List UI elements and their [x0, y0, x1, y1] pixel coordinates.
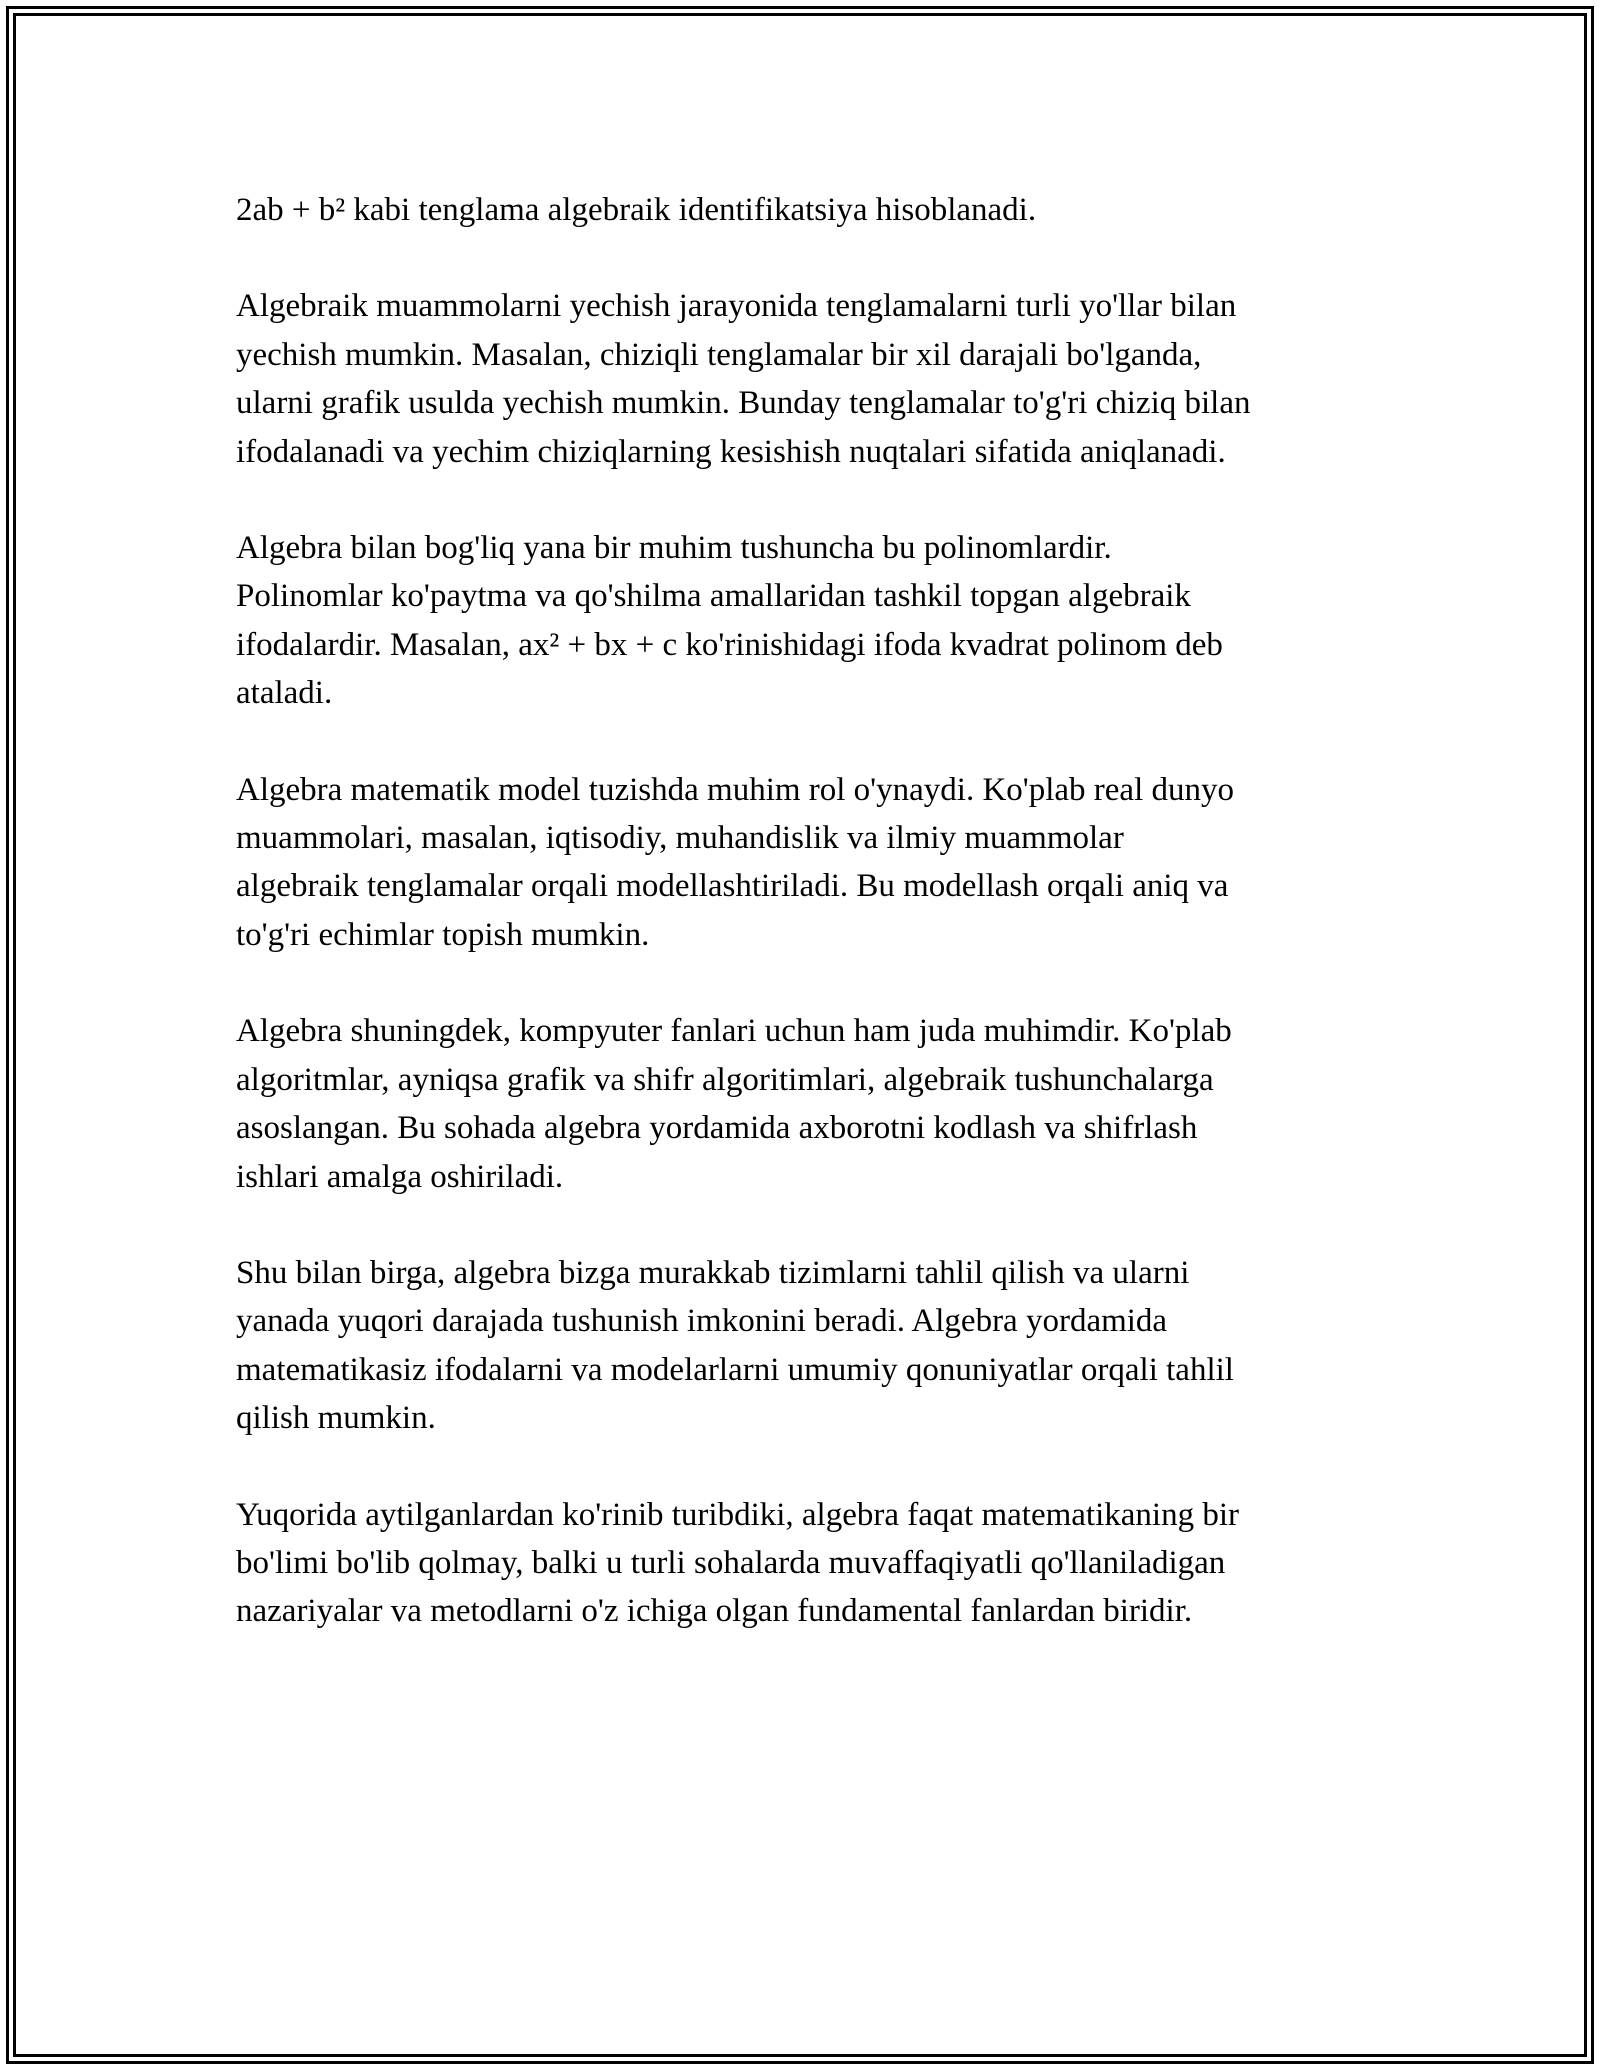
paragraph-polynomials: Algebra bilan bog'liq yana bir muhim tushuncha bu polinomlardir. Polinomlar ko'paytma va qo'shilma amallaridan tashkil topgan algebraik ifodalardir. Masalan, ax² + bx + c ko'rinishidagi ifoda kvadrat polinom deb ataladi. — [236, 530, 1223, 712]
document-body — [236, 186, 1376, 1684]
paragraph-solving-equations: Algebraik muammolarni yechish jarayonida tenglamalarni turli yo'llar bilan yechish mumkin. Masalan, chiziqli tenglamalar bir xil darajali bo'lganda, ularni grafik usulda yechish mumkin. Bunday tenglamalar to'g'ri chiziq bilan ifodalanadi va yechim chiziqlarning kesishish nuqtalari sifatida aniqlanadi. — [236, 288, 1251, 470]
paragraph-complex-systems: Shu bilan birga, algebra bizga murakkab tizimlarni tahlil qilish va ularni yanada yuqori darajada tushunish imkonini beradi. Algebra yordamida matematikasiz ifodalarni va modelarlarni umumiy qonuniyatlar orqali tahlil qilish mumkin. — [236, 1254, 1234, 1437]
paragraph-identity: 2ab + b² kabi tenglama algebraik identifikatsiya hisoblanadi. — [236, 192, 1037, 228]
paragraph-computer-science: Algebra shuningdek, kompyuter fanlari uchun ham juda muhimdir. Ko'plab algoritmlar, ayniqsa grafik va shifr algoritimlari, algebraik tushunchalarga asoslangan. Bu sohada algebra yordamida axborotni kodlash va shifrlash ishlari amalga oshiriladi. — [236, 1013, 1232, 1195]
paragraph-modeling: Algebra matematik model tuzishda muhim rol o'ynaydi. Ko'plab real dunyo muammolari, masalan, iqtisodiy, muhandislik va ilmiy muammolar algebraik tenglamalar orqali modellashtiriladi. Bu modellash orqali aniq va to'g'ri echimlar topish mumkin. — [236, 771, 1234, 953]
paragraph-conclusion: Yuqorida aytilganlardan ko'rinib turibdiki, algebra faqat matematikaning bir bo'limi bo'lib qolmay, balki u turli sohalarda muvaffaqiyatli qo'llaniladigan nazariyalar va metodlarni o'z ichiga olgan fundamental fanlardan biridir. — [236, 1496, 1239, 1630]
